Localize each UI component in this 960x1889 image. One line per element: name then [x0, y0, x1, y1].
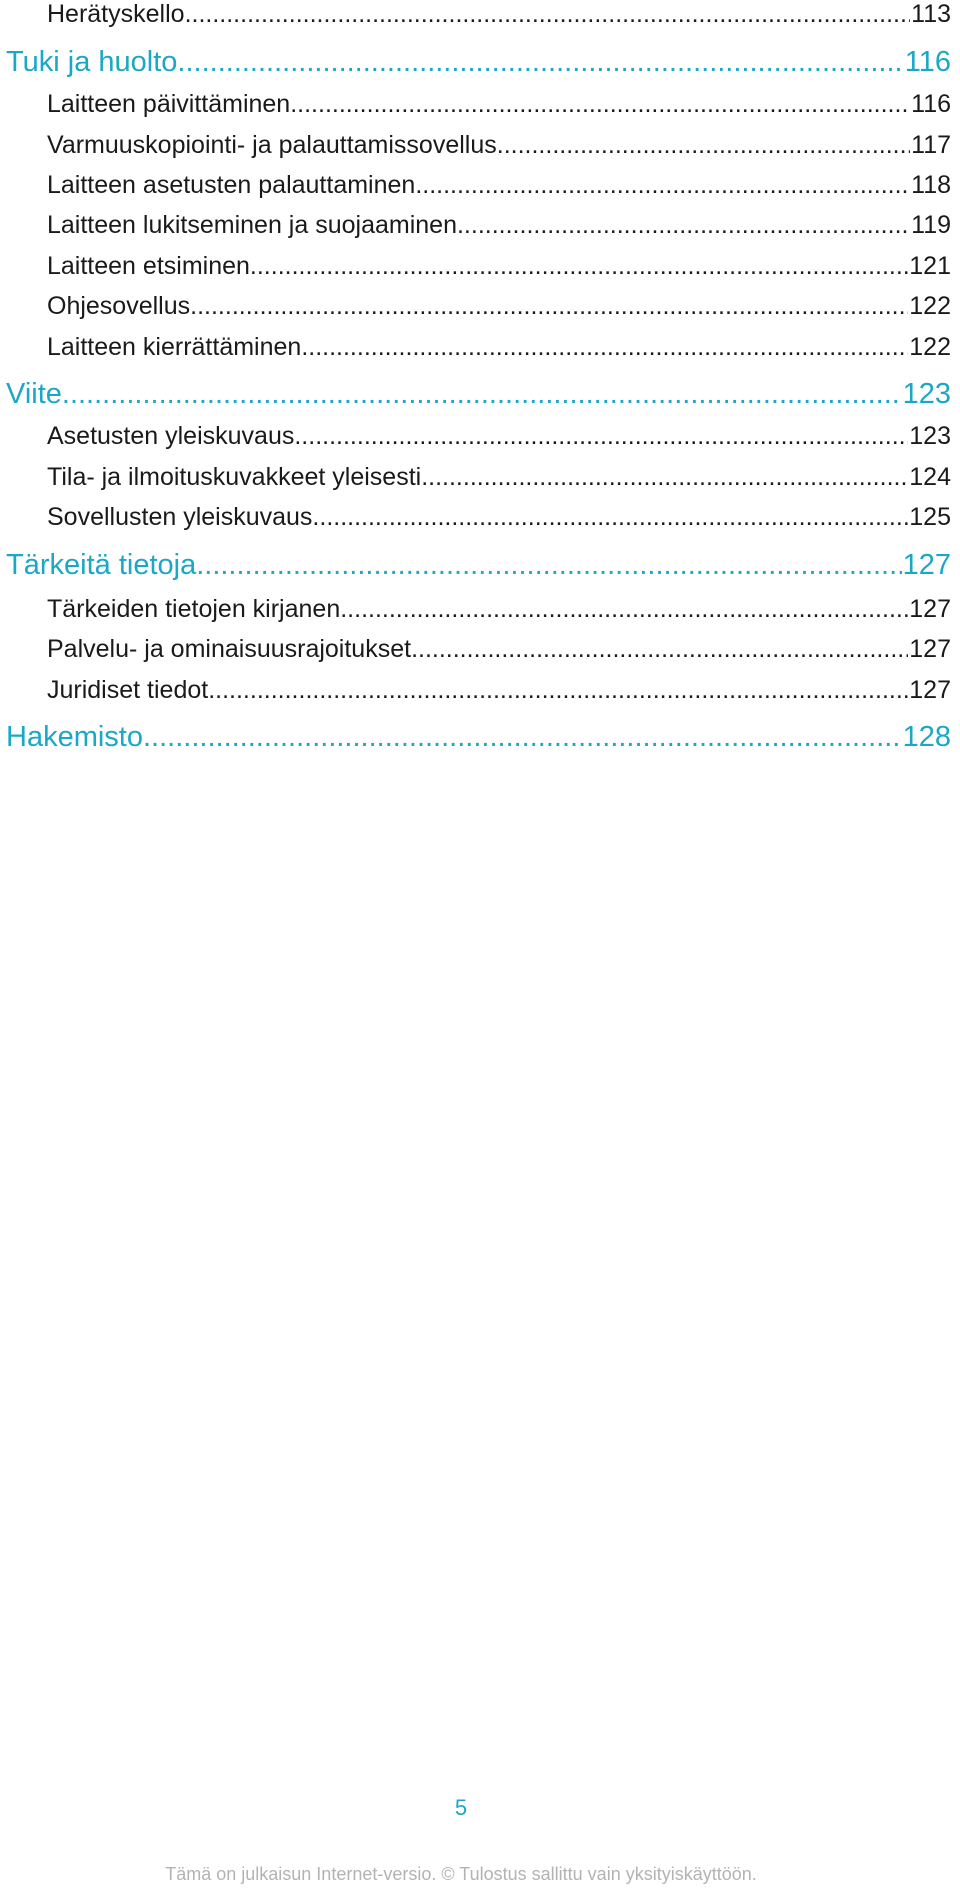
toc-chapter-label: Tärkeitä tietoja: [6, 549, 197, 581]
toc-leader-dots: [415, 171, 910, 200]
toc-chapter-page: 127: [902, 549, 951, 581]
toc-entry-page: 116: [911, 90, 951, 118]
page-number: 5: [454, 1795, 468, 1820]
toc-chapter-page: 123: [902, 378, 951, 410]
toc-entry-asetusten-palauttaminen[interactable]: [47, 171, 951, 200]
toc-leader-dots: [62, 378, 902, 411]
toc-entry-label: Asetusten yleiskuvaus: [47, 422, 295, 450]
toc-entry-varmuuskopiointi[interactable]: [47, 131, 951, 160]
toc-entry-ohjesovellus[interactable]: [47, 292, 951, 321]
toc-entry-page: 121: [909, 252, 951, 280]
toc-entry-label: Palvelu- ja ominaisuusrajoitukset: [47, 635, 412, 663]
toc-entry-palvelu-rajoitukset[interactable]: [47, 635, 951, 664]
toc-entry-page: 122: [909, 292, 951, 320]
toc-entry-kierrättäminen[interactable]: [47, 333, 951, 362]
toc-entry-page: 127: [909, 635, 951, 663]
toc-leader-dots: [185, 0, 911, 29]
toc-leader-dots: [301, 333, 908, 362]
footer-copyright-note: Tämä on julkaisun Internet-versio. © Tulostus sallittu vain yksityiskäyttöön.: [165, 1864, 757, 1884]
toc-leader-dots: [294, 422, 908, 451]
toc-entry-label: Ohjesovellus: [47, 292, 191, 320]
toc-leader-dots: [312, 503, 908, 532]
toc-entry-label: Laitteen asetusten palauttaminen: [47, 171, 416, 199]
toc-entry-page: 117: [911, 131, 951, 159]
toc-entry-label: Tärkeiden tietojen kirjanen: [47, 595, 341, 623]
toc-entry-herätyskello[interactable]: [47, 0, 951, 29]
toc-chapter-hakemisto[interactable]: [6, 721, 951, 754]
toc-entry-label: Varmuuskopiointi- ja palauttamissovellus: [47, 131, 497, 159]
toc-entry-page: 113: [911, 0, 951, 28]
toc-leader-dots: [290, 90, 910, 119]
toc-leader-dots: [208, 676, 908, 705]
toc-entry-page: 123: [909, 422, 951, 450]
toc-entry-page: 127: [909, 676, 951, 704]
toc-chapter-label: Tuki ja huolto: [6, 46, 178, 78]
toc-entry-label: Herätyskello: [47, 0, 185, 28]
toc-leader-dots: [190, 292, 908, 321]
toc-entry-page: 127: [909, 595, 951, 623]
toc-entry-label: Laitteen lukitseminen ja suojaaminen: [47, 211, 457, 239]
toc-entry-etsiminen[interactable]: [47, 252, 951, 281]
toc-leader-dots: [196, 549, 901, 582]
toc-chapter-tuki-ja-huolto[interactable]: [6, 46, 951, 79]
toc-entry-page: 119: [911, 211, 951, 239]
toc-entry-tila-ja-ilmoituskuvakkeet[interactable]: [47, 463, 951, 492]
toc-entry-label: Juridiset tiedot: [47, 676, 209, 704]
toc-leader-dots: [143, 721, 902, 754]
toc-chapter-tärkeitä-tietoja[interactable]: [6, 549, 951, 582]
toc-leader-dots: [457, 211, 910, 240]
toc-entry-tietojen-kirjanen[interactable]: [47, 595, 951, 624]
toc-entry-juridiset-tiedot[interactable]: [47, 676, 951, 705]
toc-entry-label: Sovellusten yleiskuvaus: [47, 503, 313, 531]
toc-leader-dots: [497, 131, 910, 160]
toc-chapter-label: Viite: [6, 378, 62, 410]
toc-leader-dots: [340, 595, 908, 624]
toc-entry-asetusten-yleiskuvaus[interactable]: [47, 422, 951, 451]
toc-entry-label: Tila- ja ilmoituskuvakkeet yleisesti: [47, 463, 422, 491]
toc-leader-dots: [177, 46, 903, 79]
toc-entry-page: 118: [911, 171, 951, 199]
toc-leader-dots: [411, 635, 908, 664]
toc-entry-page: 124: [909, 463, 951, 491]
toc-chapter-viite[interactable]: [6, 378, 951, 411]
toc-chapter-page: 128: [902, 721, 951, 753]
toc-leader-dots: [421, 463, 908, 492]
toc-entry-label: Laitteen päivittäminen: [47, 90, 291, 118]
toc-chapter-label: Hakemisto: [6, 721, 143, 753]
toc-entry-laitteen-päivittäminen[interactable]: [47, 90, 951, 119]
toc-entry-sovellusten-yleiskuvaus[interactable]: [47, 503, 951, 532]
toc-entry-label: Laitteen etsiminen: [47, 252, 250, 280]
toc-entry-page: 125: [909, 503, 951, 531]
toc-entry-lukitseminen[interactable]: [47, 211, 951, 240]
toc-entry-page: 122: [909, 333, 951, 361]
toc-leader-dots: [250, 252, 908, 281]
toc-entry-label: Laitteen kierrättäminen: [47, 333, 302, 361]
toc-chapter-page: 116: [904, 46, 951, 78]
